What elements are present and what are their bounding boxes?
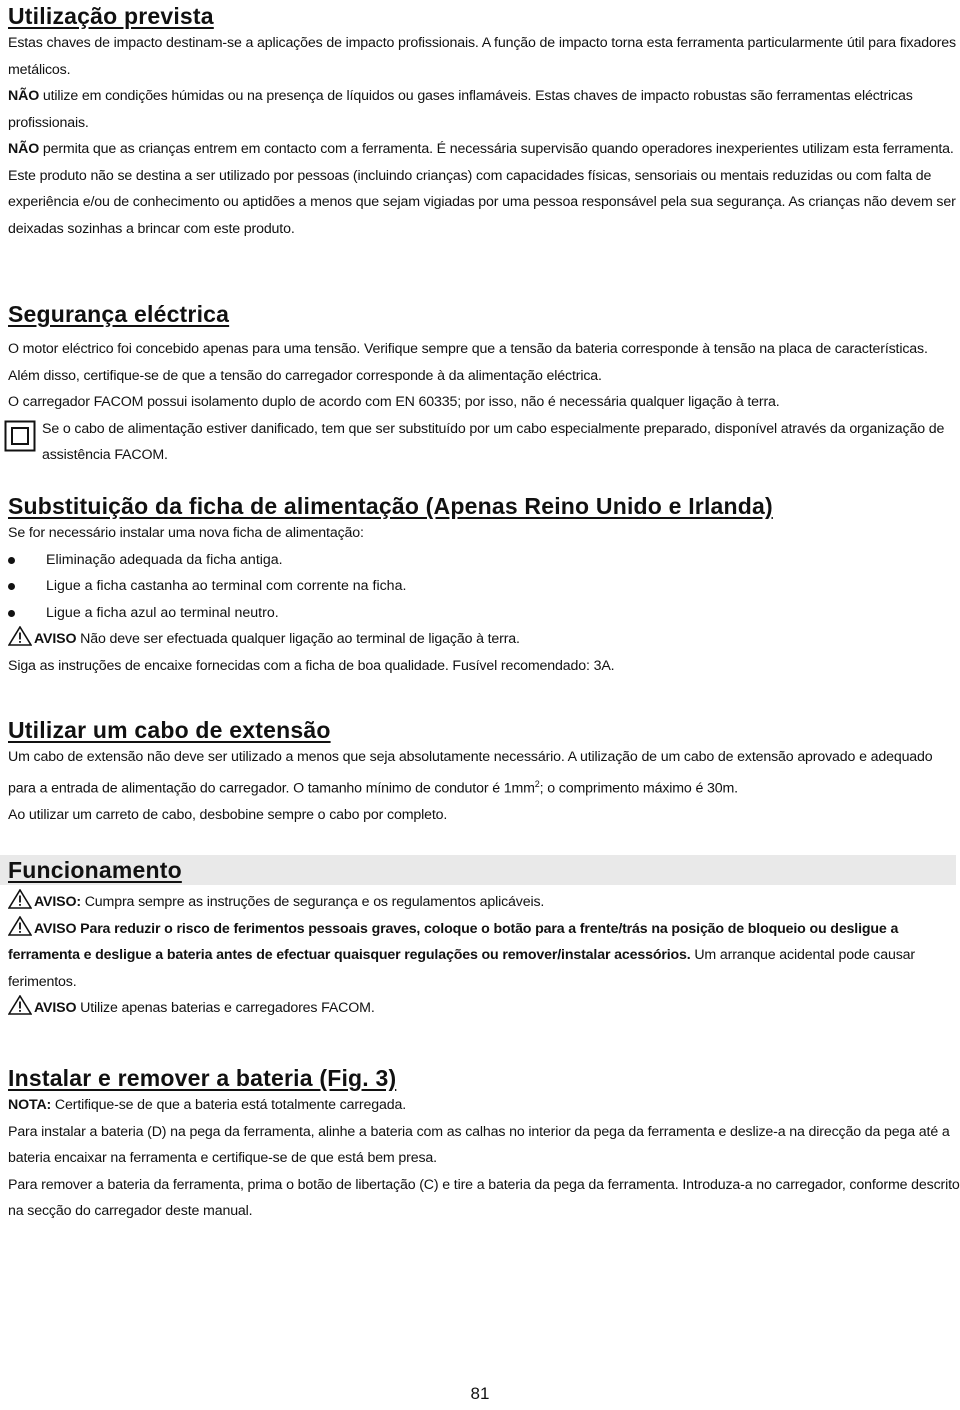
paragraph: Estas chaves de impacto destinam-se a aplicações de impacto profissionais. A função de impacto torna esta ferramenta particularmente útil para fixadores metálicos. [8,35,956,78]
double-insulation-note [0,416,960,469]
paragraph [0,83,960,136]
paragraph [0,744,960,802]
section-title: Funcionamento [8,857,182,883]
section-title: Instalar e remover a bateria (Fig. 3) [8,1065,397,1091]
list-item [0,547,960,574]
paragraph: Para instalar a bateria (D) na pega da ferramenta, alinhe a bateria com as calhas no interior da pega da ferramenta e deslize-a na direcção da pega até a bateria encaixar na ferramenta e certifique-se de que está bem presa. [8,1123,950,1166]
emphasis: NOTA: [8,1097,52,1113]
text: Utilize apenas baterias e carregadores FACOM. [76,1000,375,1016]
paragraph [0,1092,960,1119]
text: Um cabo de extensão não deve ser utilizado a menos que seja absolutamente necessário. A utilização de um cabo de extensão aprovado e adequado para a entrada de alimentação do carregador. O tamanho mínimo de condutor é 1mm [8,749,933,797]
section-plug-replacement [0,492,960,679]
emphasis: AVISO: [34,894,81,910]
warning-paragraph [0,995,960,1022]
text: Ligue a ficha azul ao terminal neutro. [46,604,279,621]
section-operation [0,855,960,1022]
emphasis: AVISO [34,1000,77,1016]
section-title: Segurança eléctrica [8,301,230,327]
paragraph: Siga as instruções de encaixe fornecidas com a ficha de boa qualidade. Fusível recomendado: 3A. [8,657,615,674]
text: Cumpra sempre as instruções de segurança e os regulamentos aplicáveis. [80,894,545,910]
paragraph: O carregador FACOM possui isolamento duplo de acordo com EN 60335; por isso, não é necessária qualquer ligação à terra. [8,394,780,410]
text: utilize em condições húmidas ou na presença de líquidos ou gases inflamáveis. Estas chaves de impacto robustas são ferramentas eléctricas profissionais. [8,88,913,131]
text: Um arranque acidental pode causar ferimentos. [8,947,915,990]
warning-triangle-icon [8,626,32,646]
bullet-icon [8,557,15,564]
bullet-icon [8,610,15,617]
list-item [0,600,960,627]
double-insulation-icon [4,420,36,452]
bullet-icon [8,583,15,590]
warning-paragraph [0,916,960,996]
section-extension-cable [0,716,960,828]
paragraph: Ao utilizar um carreto de cabo, desbobine sempre o cabo por completo. [8,806,448,823]
section-battery [0,1064,960,1225]
text: Ligue a ficha castanha ao terminal com corrente na ficha. [46,578,407,594]
warning-triangle-icon [8,995,32,1015]
paragraph: O motor eléctrico foi concebido apenas para uma tensão. Verifique sempre que a tensão da bateria corresponde à tensão na placa de características. Além disso, certifique-se de que a tensão do carregador corresponde à da alimentação eléctrica. [8,341,928,384]
text: permita que as crianças entrem em contacto com a ferramenta. É necessária supervisão quando operadores inexperientes utilizam esta ferramenta. [39,141,954,157]
emphasis: NÃO [8,88,40,104]
text: ; o comprimento máximo é 30m. [539,780,738,797]
text: Eliminação adequada da ficha antiga. [46,551,283,568]
warning-paragraph [0,626,960,653]
emphasis: NÃO [8,141,40,157]
section-electrical-safety [0,300,960,469]
warning-triangle-icon [8,916,32,936]
section-title: Utilização prevista [8,3,214,29]
emphasis: AVISO [34,631,77,647]
superscript: 2 [534,778,540,789]
paragraph [0,136,960,163]
text: Certifique-se de que a bateria está totalmente carregada. [51,1097,407,1113]
bullet-list [0,547,960,627]
section-title: Utilizar um cabo de extensão [8,717,331,743]
warning-paragraph [0,889,960,916]
paragraph: Se o cabo de alimentação estiver danificado, tem que ser substituído por um cabo especialmente preparado, disponível através da organização de assistência FACOM. [42,420,945,463]
section-intended-use [0,2,960,242]
text: Não deve ser efectuada qualquer ligação ao terminal de ligação à terra. [76,631,520,647]
list-item [0,573,960,600]
paragraph: Para remover a bateria da ferramenta, prima o botão de libertação (C) e tire a bateria da pega da ferramenta. Introduza-a no carregador, conforme descrito na secção do carregador deste manual. [8,1176,960,1219]
paragraph: Se for necessário instalar uma nova ficha de alimentação: [8,525,364,541]
paragraph: Este produto não se destina a ser utilizado por pessoas (incluindo crianças) com capacidades físicas, sensoriais ou mentais reduzidas ou com falta de experiência e/ou de conhecimento ou aptidões a menos que sejam vigiadas por uma pessoa responsável pela sua segurança. As crianças não devem ser deixadas sozinhas a brincar com este produto. [8,167,956,237]
emphasis: AVISO Para reduzir o risco de ferimentos pessoais graves, coloque o botão para a frente/trás na posição de bloqueio ou desligue a ferramenta e desligue a bateria antes de efectuar quaisquer regulações ou remover/instalar acessórios. [8,920,899,963]
section-title: Substituição da ficha de alimentação (Apenas Reino Unido e Irlanda) [8,493,773,519]
warning-triangle-icon [8,889,32,909]
section-title-bar [0,855,956,885]
page-number: 81 [470,1384,490,1403]
